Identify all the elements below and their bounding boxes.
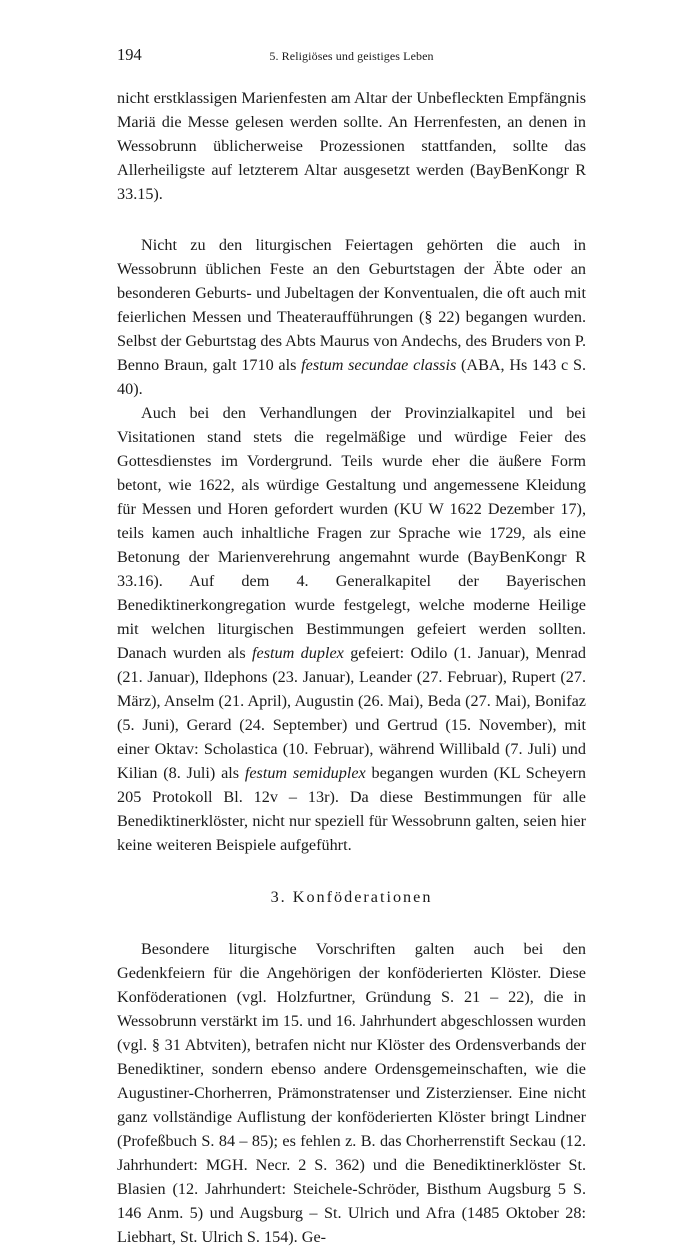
paragraph-confederations: Besondere liturgische Vorschriften galten auch bei den Gedenkfeiern für die Angehörigen der konföderierten Klöster. Diese Konföderationen (vgl. Holzfurtner, Gründung S. 21 – 22), die in Wessobrunn verstärkt im 15. und 16. Jahrhundert abgeschlossen wurden (vgl. § 31 Abtviten), betrafen nicht nur Klöster des Ordensverbands der Benediktiner, sondern ebenso andere Ordensgemeinschaften, wie die Augustiner-Chorherren, Prämonstratenser und Zisterzienser. Eine nicht ganz vollständige Auflistung der konföderierten Klöster bringt Lindner (Profeßbuch S. 84 – 85); es fehlen z. B. das Chorherrenstift Seckau (12. Jahrhundert: MGH. Necr. 2 S. 362) und die Benediktinerklöster St. Blasien (12. Jahrhundert: Steichele-Schröder, Bisthum Augsburg 5 S. 146 Anm. 5) und Augsburg – St. Ulrich und Afra (1485 Oktober 28: Liebhart, St. Ulrich S. 154). Ge- bbox=[117, 940, 586, 1246]
paragraph-chapters bbox=[117, 401, 586, 857]
text-run: Auch bei den Verhandlungen der Provinzialkapitel und bei Visitationen stand stets die regelmäßige und würdige Feier des Gottesdienstes im Vordergrund. Teils wurde eher die äußere Form betont, wie 1622, als würdige Gestaltung und angemessene Kleidung für Messen und Horen gefordert wurden (KU W 1622 Dezember 17), teils kamen auch inhaltliche Fragen zur Sprache wie 1729, als eine Betonung der Marienverehrung angemahnt wurde (BayBenKongr R 33.16). Auf dem 4. Generalkapitel der Bayerischen Benediktinerkongregation wurde festgelegt, welche moderne Heilige mit welchen liturgischen Bestimmungen gefeiert werden sollten. Danach wurden als bbox=[117, 404, 586, 662]
text-run: gefeiert: Odilo (1. Januar), Menrad (21. Januar), Ildephons (23. Januar), Leander (27. Februar), Rupert (27. März), Anselm (21. April), Augustin (26. Mai), Beda (27. Mai), Bonifaz (5. Juni), Gerard (24. September) und Gertrud (15. November), mit einer Oktav: Scholastica (10. Februar), während Willibald (7. Juli) und Kilian (8. Juli) als bbox=[117, 644, 586, 782]
text-run: Nicht zu den liturgischen Feiertagen gehörten die auch in Wessobrunn üblichen Feste an den Geburtstagen der Äbte oder an besonderen Geburts- und Jubeltagen der Konventualen, die oft auch mit feierlichen Messen und Theateraufführungen (§ 22) begangen wurden. Selbst der Geburtstag des Abts Maurus von Andechs, des Bruders von P. Benno Braun, galt 1710 als bbox=[117, 236, 586, 374]
latin-term: festum duplex bbox=[252, 644, 344, 662]
paragraph-feast-days bbox=[117, 233, 586, 401]
text-run: (ABA, Hs 143 c S. 40). bbox=[117, 356, 587, 398]
page-header bbox=[117, 45, 586, 67]
latin-term: festum secundae classis bbox=[301, 356, 457, 374]
latin-term: festum semiduplex bbox=[244, 764, 366, 782]
section-heading: 3. Konföderationen bbox=[270, 888, 433, 906]
paragraph-continuation: nicht erstklassigen Marienfesten am Altar der Unbefleckten Empfängnis Mariä die Messe gelesen werden sollte. An Herrenfesten, an denen in Wessobrunn üblicherweise Prozessionen stattfanden, sollte das Allerheiligste auf letzterem Altar ausgesetzt werden (BayBenKongr R 33.15). bbox=[117, 89, 586, 203]
running-head: 5. Religiöses und geistiges Leben bbox=[269, 49, 434, 63]
page-number: 194 bbox=[117, 45, 142, 64]
text-run: begangen wurden (KL Scheyern 205 Protokoll Bl. 12v – 13r). Da diese Bestimmungen für alle Benediktinerklöster, nicht nur speziell für Wessobrunn galten, seien hier keine weiteren Beispiele aufgeführt. bbox=[117, 764, 586, 854]
body-text bbox=[117, 86, 586, 1249]
